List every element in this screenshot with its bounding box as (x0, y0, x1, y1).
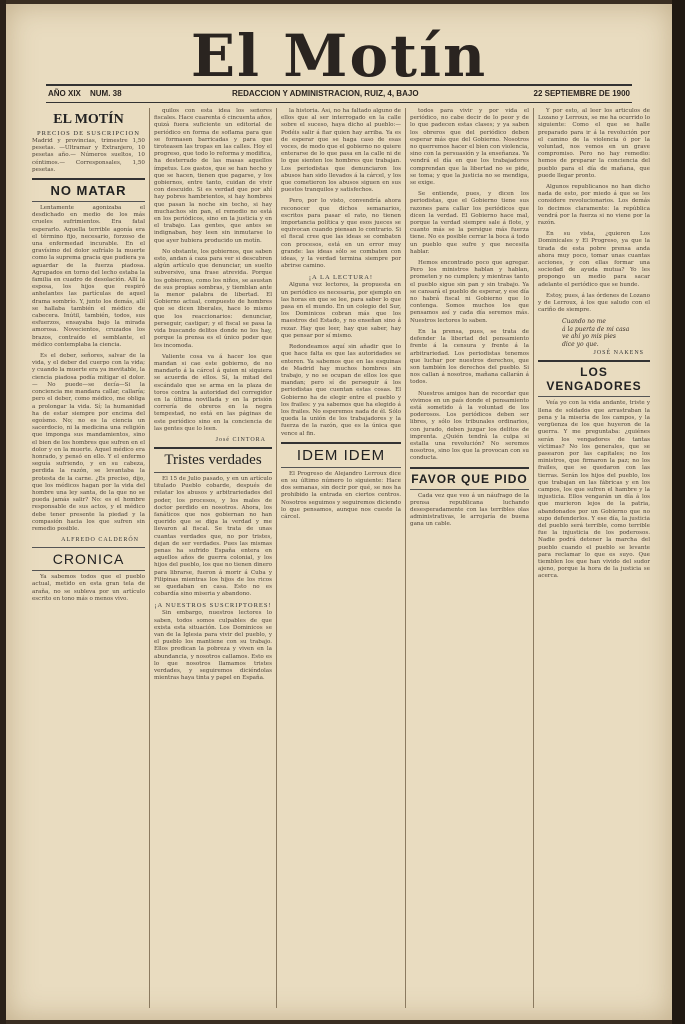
poem-block (538, 318, 650, 348)
article-title-idem-idem: IDEM IDEM (296, 446, 386, 464)
article-title-no-matar: NO MATAR (50, 183, 127, 199)
article-title-tristes-verdades: Tristes verdades (164, 451, 262, 468)
divider (410, 467, 529, 469)
divider (281, 442, 401, 444)
column-1 (32, 108, 145, 1008)
column-rule (276, 108, 277, 1008)
masthead-rule-bottom (46, 102, 632, 103)
article-body: Cada vez que veo á un náufrago de la prensa republicana luchando desesperadamente con las terribles olas administrativas, le arrojaría de buena gana un cable. (410, 492, 529, 528)
column-2 (154, 108, 272, 1008)
article-body: la historia. Así, no ha faltado alguno de ellos que al ser interrogado en la calle sobre el suceso, haya dicho al pueblo:—Podéis salir á fiar quien hay arriba. Ya es de esperar que se haga caso de esas voces, de modo que el gobierno no quiere enterarse de lo que pasa en la calle ni de lo que sienten los hombres que trabajan. Los periodistas que denunciaron los abusos han sido llevados á la cárcel, y los que cometieron los abusos siguen en sus puestos tranquilos y satisfechos. (281, 108, 401, 194)
article-body: El Progreso de Alejandro Lerroux dice en su último número lo siguiente: Hace dos semanas, sin decir por qué, se nos ha prohibido la entrada en ciertos centros. Nosotros seguimos y seguiremos diciendo lo que pensamos, aunque nos cueste la cárcel. (281, 470, 401, 520)
divider (281, 467, 401, 468)
issue-date: 22 SEPTIEMBRE DE 1900 (533, 89, 630, 98)
article-title-favor-que-pido: FAVOR QUE PIDO (411, 471, 528, 486)
divider (32, 201, 145, 202)
issue-number: NUM. 38 (90, 89, 122, 98)
page-edge-right (672, 0, 685, 1024)
article-body: El 15 de Julio pasado, y en un artículo titulado Pueblo cobarde, después de relatar los abusos y arbitrariedades del poder, los procesos, y los males de doctor perdido en nosotros. Ahora, los fanáticos que nos gobiernan no han querido que se diga la verdad y me llevaron al fiscal. Se trata de unas cuantas verdades que, no por tristes, dejan de ser verdades. Pues las mismas penas ha sufrido España entera en aquellos años de guerra colonial, y los hijos del pueblo, los que no tienen dinero para librarse, fueron á morir á Cuba y Filipinas mientras los hijos de los ricos se quedaban en casa. Esto no es cobardía sino miseria y abandono. (154, 475, 272, 598)
article-body: Es el deber, señores, salvar de la vida, y el deber del cuerpo con la vida; y cuando la muerte era ya inevitable, la ciencia piadosa podía mitigar el dolor. — No puede—se decía—Si la conciencia me mandara callar, callaría; pero el deber, como médico, me obliga a prolongar la vida. Sí; la humanidad ha de estar siempre por encima del egoísmo. No; no es la ciencia un sacerdocio, ni la medicina una religión que imponga sus mandamientos, sino el bien de los hombres que sufren en el dolor y en la muerte. Aquel médico era honrado, y pensó en ello. Y el enfermo seguía sufriendo, y en su cabeza, perdida la razón, se levantaba la protesta de la carne. ¿Es preciso, dijo, que los médicos hagan por la vida del hombre una ley santa, de la que no se pueda jamás salir? No: es el hombre responsable de sus actos, y el médico debe tener presente la piedad y la compasión hacia los que sufren sin remedio posible. (32, 353, 145, 532)
poem-line: á la puerta de mi casa (562, 325, 630, 333)
article-title-los-vengadores: LOS VENGADORES (546, 365, 642, 394)
article-body: Alguna vez lectores, la propuesta en un periódico es necesaria, por ejemplo en las horas en que se lee, para saber lo que pasa en el mundo. En un colegio del Sur, los Dominicos cobran más que los maestros del Estado, y no enseñan sino á rezar. Hay que leer, hay que saber, hay que pensar por sí mismo. (281, 282, 401, 339)
article-body: todos para vivir y por vida el periódico, no cabe decir de lo peor y de lo que padecen estas clases; y ya saben los obreros que del periódico deben esperar más que del Gobierno. Nosotros no querremos hacer el bien con violencia, sino con la persuasión y la enseñanza. Ya vendrá el día en que los trabajadores comprendan que la libertad no se pide, se toma; y que la justicia no se mendiga, se exige. (410, 108, 529, 187)
article-body: Sin embargo, nuestros lectores lo saben, todos somos culpables de que exista esta situación. Los Dominicos se van de la Iglesia para vivir del pueblo, y el pueblo los mantiene con su trabajo. Ellos predican la pobreza y viven en la abundancia, y nosotros callamos. Esto es lo que nosotros llamamos tristes verdades, y seguiremos diciéndolas mientras haya tinta y papel en España. (154, 610, 272, 682)
masthead-infobar (46, 87, 632, 101)
divider (410, 489, 529, 490)
column-4 (410, 108, 529, 1008)
article-subhead: ¡A NUESTROS SUSCRIPTORES! (154, 602, 272, 610)
column-3 (281, 108, 401, 1008)
poem-line: Cuando no me (562, 318, 606, 326)
poem-line: ve ahí yo mis pies (562, 333, 617, 341)
article-body: En la prensa, pues, se trata de defender la libertad del pensamiento frente á la censura y frente á la arbitrariedad. Los periodistas tenemos que luchar por nuestros derechos, que son también los derechos del pueblo. Si nos callan á nosotros, mañana callarán á todos. (410, 328, 529, 386)
masthead-rule-top (46, 84, 632, 86)
article-body: No obstante, los gobiernos, que saben esto, andan á caza para ver si descubren algún artículo que denunciar, un suelto subversivo, una frase atrevida. Porque los gobiernos, como los niños, se asustan de sus propias sombras, y tiemblan ante la menor palabra de libertad. El Gobierno actual, compuesto de hombres que se dicen liberales, hace lo mismo que los reaccionarios: denunciar, perseguir, castigar; y el fiscal se pasa la vida buscando delitos donde no los hay, porque la prensa es el único poder que les incomoda. (154, 248, 272, 349)
divider (538, 396, 650, 397)
article-body: Se entiende, pues, y dicen los periodistas, que el Gobierno tiene sus razones para callar los periódicos que dicen la verdad. El Gobierno hace mal, porque la verdad siempre sale á flote, y cuanto más se la persigue más fuerza tiene. No es posible cerrar la boca á todo un pueblo que sufre y que necesita hablar. (410, 191, 529, 255)
article-body: Hemos encontrado poco que agregar. Pero los ministros hablan y hablan, prometen y no cumplen; y mientras tanto el pueblo sigue sin pan y sin trabajo. Ya se cansará el pueblo de esperar, y ese día no habrá fiscal ni Gobierno que lo contenga. Somos muchos los que pensamos así y cada día seremos más. Nuestros lectores lo saben. (410, 260, 529, 324)
article-signature: José CINTORA (215, 436, 266, 443)
article-body: Lentamente agonizaba el desdichado en medio de los más crueles sufrimientos. Era fatal esperarlo. Aquella terrible agonía era el término fijo, necesario, forzoso de una enfermedad incurable. En el gravísimo del dolor sufríalo la muerte como la suprema gracia que pudiera ya aguardar de la fuerza piadosa. Agrupados en torno del lecho estaba la familia en cuadro de desolación. Allí la esposa, los hijos que respiró anhelantes las partículas de aquel drama sombrío. Y, junto los demás, allí se hallaba también el médico de cabecera. Inútil, también, todos, sus esfuerzos, ensayaba bajo la mirada amorosa. Novecientos, cruzados los brazos, contraído el semblante, el médico contemplaba la ciencia. (32, 205, 145, 348)
divider (32, 547, 145, 548)
article-signature: ALFREDO CALDERÓN (61, 537, 139, 544)
divider (154, 472, 272, 473)
article-body: Pero, por lo visto, convendría ahora reconocer que dichos semanarios, escritos para pasar el rato, no tienen importancia política y que esos jueces se equivocan cuando piensan lo contrario. Si el fiscal cree que las ideas se combaten con procesos, está en un error muy grande: las ideas sólo se combaten con ideas, y la verdad termina siempre por abrirse camino. (281, 198, 401, 270)
newspaper-address: REDACCION Y ADMINISTRACION, RUIZ, 4, BAJO (232, 89, 419, 98)
article-title-cronica: CRONICA (52, 551, 125, 568)
issue-year: AÑO XIX (48, 89, 81, 98)
subscription-text: Madrid y provincias, trimestre 1,50 pesetas. —Ultramar y Extranjero, 10 pesetas año.— Números sueltos, 10 céntimos.— Corresponsales, 1,50 pesetas. (32, 138, 145, 173)
section-title: EL MOTÍN (53, 112, 124, 127)
article-body: Y por esto, al leer los artículos de Lozano y Lerroux, se me ha ocurrido lo siguiente: Como el que se halle preparado para ir á la revolución por el camino de la violencia ó por la voluntad, nos vemos en un grave compromiso. Pero no hay remedio: hemos de preparar la conciencia del pueblo para el día de mañana, que puede llegar pronto. (538, 108, 650, 179)
article-body: Estoy, pues, á las órdenes de Lozano y de Lerroux, á los que saludo con el cariño de siempre. (538, 292, 650, 314)
column-rule (405, 108, 406, 1008)
article-body: Valiente cosa va á hacer los que mandan si cae este gobierno, de no mandarlo á la cárcel á quien ni siquiera se acuerda de ellos. Sí, la mitad del escándalo que se arma en la plaza de toros contra la autoridad del corregidor en la última novillada y en la prisión correría de obreros en la negra tempestad, no está en las páginas de este periódico sino en la conciencia de las gentes que lo leen. (154, 353, 272, 432)
column-rule (149, 108, 150, 1008)
divider (32, 570, 145, 571)
subscription-title: PRECIOS DE SUSCRIPCION (37, 130, 140, 137)
article-subhead: ¡A LA LECTURA! (308, 274, 374, 282)
article-signature: JOSÉ NAKENS (593, 350, 644, 357)
article-body: En su vista, ¿quieren Los Dominicales y El Progreso, ya que la tirada de esta pobre prensa anda ahora muy poco, tomar unas cuantas acciones, y con ellas formar una sociedad de ayuda mutua? Yo les propongo un medio para sacar adelante el periódico que se hunde. (538, 231, 650, 288)
masthead-title: El Motín (190, 22, 488, 90)
column-rule (533, 108, 534, 1008)
article-body: Redondeamos aquí sin añadir que lo que hace falta es que las autoridades se enteren. Ya sabemos que en las esquinas de Madrid hay muchos hombres sin trabajo, y no se ocupan de ellos los que mandan; pero sí de perseguir á los periodistas que cuentan estas cosas. El Gobierno ha de elegir entre el pueblo y los frailes: y ya sabemos que ha elegido á los frailes. No esperemos nada de él. Sólo queda la unión de los trabajadores y la fuerza de la razón, que es la única que vence al fin. (281, 344, 401, 437)
column-5 (538, 108, 650, 1008)
article-body: Ya sabemos todos que el pueblo actual, metido en esta gran tela de araña, no se subleva por un artículo escrito en tono más o menos vivo. (32, 574, 145, 602)
divider (154, 447, 272, 449)
divider (32, 178, 145, 180)
article-body: Veía yo con la vida andante, triste y llena de soldados que arrastraban la pena y la miseria de los campos, y la vergüenza de los que huyeron de la guerra. Y me preguntaba: ¿quiénes serán los vengadores de tantas víctimas? No los generales, que se pasearon por las capitales; no los ministros, que firmaron la paz; no los frailes, que se quedaron con las tierras. Serán los hijos del pueblo, los que trabajan en las fábricas y en los campos, los que sufren el hambre y la injusticia. Ellos vengarán un día á los que murieron lejos de la patria, abandonados por un Gobierno que no supo defenderlos. Y ese día, la justicia del pueblo será terrible, como terrible fue la injusticia de los poderosos. Nadie podrá detener la marcha del pueblo cuando el pueblo se levante para reclamar lo que es suyo. Que tiemblen los que han vivido del sudor ajeno, porque la hora de la justicia se acerca. (538, 400, 650, 580)
poem-line: dice yo que. (562, 340, 599, 348)
article-body: Nuestros amigos han de recordar que vivimos en un país donde el pensamiento está sometido á la voluntad de los poderosos. Los periódicos deben ser libres, y sólo los tribunales ordinarios, con jurado, deben juzgar los delitos de imprenta. ¿Quién tendrá la culpa si estalla una revolución? No seremos nosotros, sino los que la provocan con su conducta. (410, 390, 529, 462)
article-body: Algunos republicanos no han dicho nada de esto, por miedo á que se les considere revolucionarios. Los demás lo decimos claramente: la república vendrá por la fuerza si no viene por la razón. (538, 184, 650, 227)
newspaper-page (6, 4, 672, 1020)
divider (538, 360, 650, 362)
article-body: quilos con esta idea los señores fiscales. Hace cuarenta ó cincuenta años, quizá fuera suficiente un editorial de periódico en forma de soflama para que se formasen barricadas y para que tiroteasen las tropas en las calles. Hoy el progreso, que todo lo reforma y modifica, ha desterrado de las masas aquellos ímpetus. Los gastos, que se han hecho y que se hacen, tienen que pagarse, y los gobiernos, entre tanto, cuidan de vivir con descuido. Si es verdad que por ahí hay pobres hambrientos, si hay hombres que pasan la noche sin techo, si hay muchachos sin pan, el remedio no está en los periódicos, sino en la justicia y en el trabajo. Las gentes, que antes se indignaban, hoy leen sin inmutarse lo que ayer hubiera producido un motín. (154, 108, 272, 244)
